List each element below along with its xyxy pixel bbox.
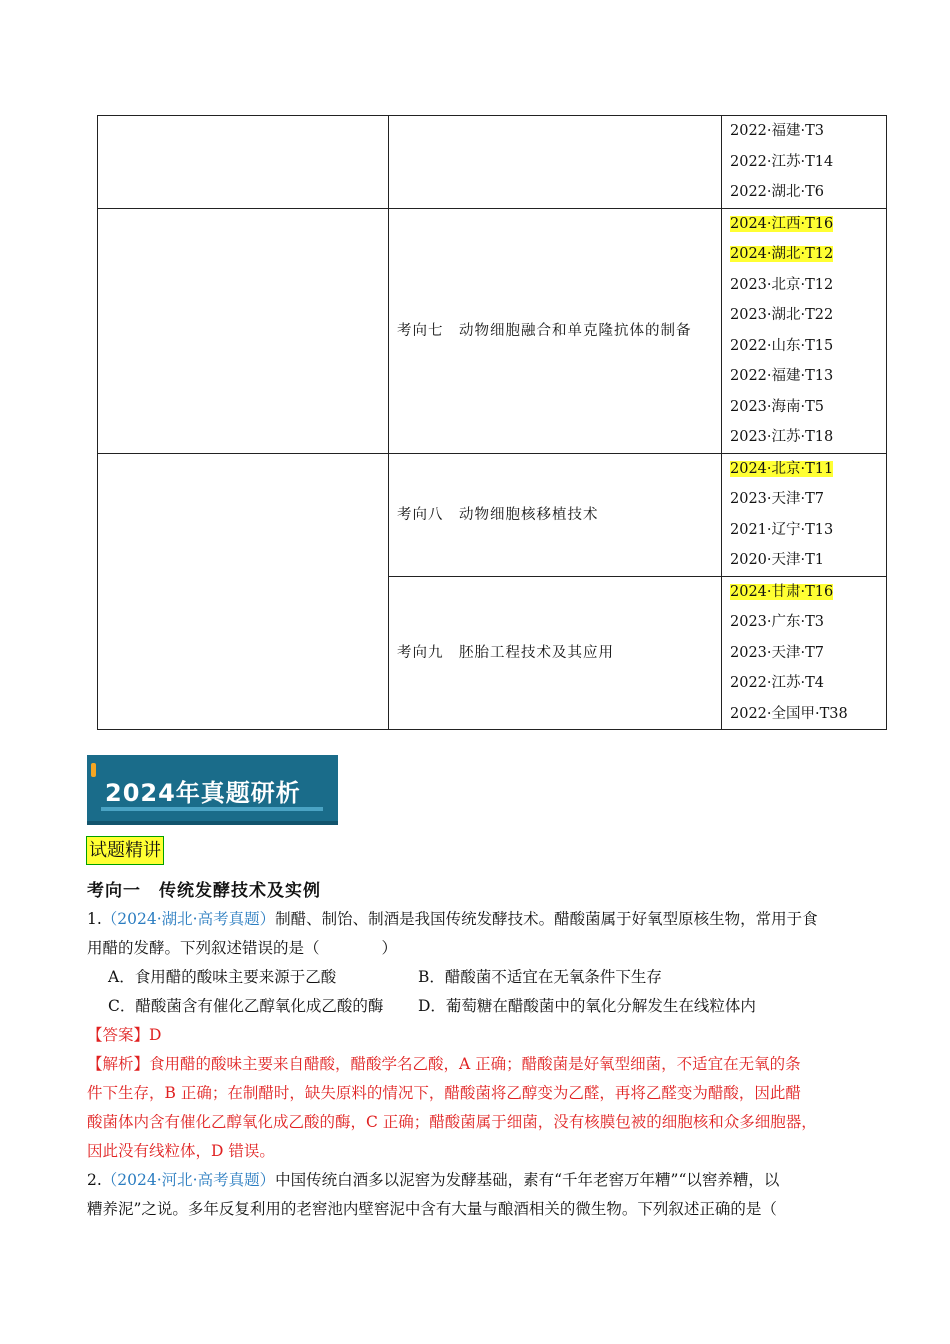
- exam-year-label: 2022·湖北·T6: [730, 184, 825, 200]
- exam-year-label: 2022·全国甲·T38: [730, 705, 848, 722]
- exam-year-label: 2023·江苏·T18: [730, 429, 834, 445]
- analysis-line: 件下生存，B 正确；在制醋时，缺失原料的情况下，醋酸菌将乙醇变为乙醛，再将乙醛变为醋酸，因此醋: [87, 1084, 801, 1102]
- exam-year-item: [730, 116, 878, 147]
- exam-year-item: [730, 454, 878, 485]
- banner-tab-decoration: [91, 763, 96, 777]
- exam-year-item: [730, 607, 878, 638]
- exam-year-label: 2022·江苏·T14: [730, 153, 834, 170]
- exam-year-item: [730, 699, 878, 730]
- direction-cell: 考向八 动物细胞核移植技术: [389, 453, 722, 576]
- analysis-line: 因此没有线粒体，D 错误。: [87, 1142, 275, 1160]
- table-row: [98, 116, 887, 209]
- exam-year-label: 2022·福建·T3: [730, 123, 825, 139]
- exam-year-item: [730, 515, 878, 546]
- table-cell-empty: [98, 116, 389, 209]
- table-cell-empty: [98, 453, 389, 730]
- question-source: （2024·河北·高考真题）: [101, 1171, 276, 1189]
- analysis-line: 酸菌体内含有催化乙醇氧化成乙酸的酶，C 正确；醋酸菌属于细菌，没有核膜包被的细胞核和众多细胞器，: [87, 1113, 817, 1131]
- exam-year-label: 2023·海南·T5: [730, 398, 825, 415]
- exam-year-label: 2023·天津·T7: [730, 491, 825, 507]
- years-cell: [722, 453, 887, 576]
- option-a: A．食用醋的酸味主要来源于乙酸: [108, 968, 337, 986]
- direction-cell: 考向九 胚胎工程技术及其应用: [389, 576, 722, 730]
- exam-year-label: 2023·北京·T12: [730, 276, 834, 293]
- exam-year-item: [730, 577, 878, 608]
- option-c: C．醋酸菌含有催化乙醇氧化成乙酸的酶: [108, 997, 384, 1015]
- exam-year-item: [730, 209, 878, 240]
- exam-year-label: 2024·江西·T16: [730, 215, 834, 232]
- exam-year-item: [730, 361, 878, 392]
- exam-year-item: [730, 331, 878, 362]
- exam-year-item: [730, 270, 878, 301]
- exam-year-label: 2022·福建·T13: [730, 368, 834, 384]
- option-b: B．醋酸菌不适宜在无氧条件下生存: [418, 968, 662, 986]
- stem-line: 用醋的发酵。下列叙述错误的是（ ）: [87, 939, 398, 957]
- exam-year-item: [730, 668, 878, 699]
- direction-cell: 考向七 动物细胞融合和单克隆抗体的制备: [389, 208, 722, 453]
- exam-year-label: 2023·天津·T7: [730, 644, 825, 661]
- years-cell: [722, 576, 887, 730]
- exam-year-label: 2020·天津·T1: [730, 552, 825, 568]
- exam-year-item: [730, 392, 878, 423]
- exam-year-item: [730, 177, 878, 208]
- section-title: 考向一 传统发酵技术及实例: [87, 881, 321, 901]
- q1-analysis: [87, 1050, 867, 1166]
- exam-year-label: 2023·湖北·T22: [730, 307, 834, 323]
- exam-year-label: 2023·广东·T3: [730, 614, 825, 630]
- exam-year-item: [730, 239, 878, 270]
- exam-year-item: [730, 147, 878, 178]
- stem-line: 中国传统白酒多以泥窖为发酵基础，素有“千年老窖万年糟”“以窖养糟，以: [275, 1171, 780, 1189]
- table-cell-empty: [98, 208, 389, 453]
- exam-year-item: [730, 545, 878, 576]
- question-number: 2.: [87, 1171, 102, 1189]
- years-cell: [722, 116, 887, 209]
- exam-year-item: [730, 300, 878, 331]
- banner-title: 2024年真题研析: [105, 779, 301, 807]
- q2-stem: [87, 1166, 867, 1224]
- exam-year-label: 2024·北京·T11: [730, 460, 834, 477]
- stem-line: 制醋、制饴、制酒是我国传统发酵技术。醋酸菌属于好氧型原核生物，常用于食: [275, 910, 818, 928]
- q1-answer: 【答案】D: [87, 1026, 162, 1044]
- analysis-line: 【解析】食用醋的酸味主要来自醋酸，醋酸学名乙酸，A 正确；醋酸菌是好氧型细菌，不适宜在无氧的条: [87, 1055, 801, 1073]
- section-banner: [87, 755, 338, 825]
- exam-year-label: 2024·甘肃·T16: [730, 583, 834, 600]
- exam-year-label: 2024·湖北·T12: [730, 246, 834, 262]
- stem-line: 糟养泥”之说。多年反复利用的老窖池内壁窖泥中含有大量与酿酒相关的微生物。下列叙述正确的是（: [87, 1200, 777, 1218]
- q1-stem: [87, 905, 867, 963]
- option-d: D．葡萄糖在醋酸菌中的氧化分解发生在线粒体内: [418, 997, 756, 1015]
- exam-year-item: [730, 638, 878, 669]
- table-row: [98, 208, 887, 453]
- direction-cell: [389, 116, 722, 209]
- exam-year-label: 2021·辽宁·T13: [730, 521, 834, 538]
- exam-year-item: [730, 422, 878, 453]
- banner-underline: [101, 807, 323, 811]
- sub-label: 试题精讲: [86, 836, 164, 865]
- exam-year-item: [730, 484, 878, 515]
- question-source: （2024·湖北·高考真题）: [101, 910, 276, 928]
- exam-table: [97, 115, 887, 730]
- exam-year-label: 2022·山东·T15: [730, 337, 834, 354]
- question-number: 1.: [87, 910, 102, 928]
- exam-year-label: 2022·江苏·T4: [730, 675, 825, 691]
- table-row: [98, 453, 887, 576]
- years-cell: [722, 208, 887, 453]
